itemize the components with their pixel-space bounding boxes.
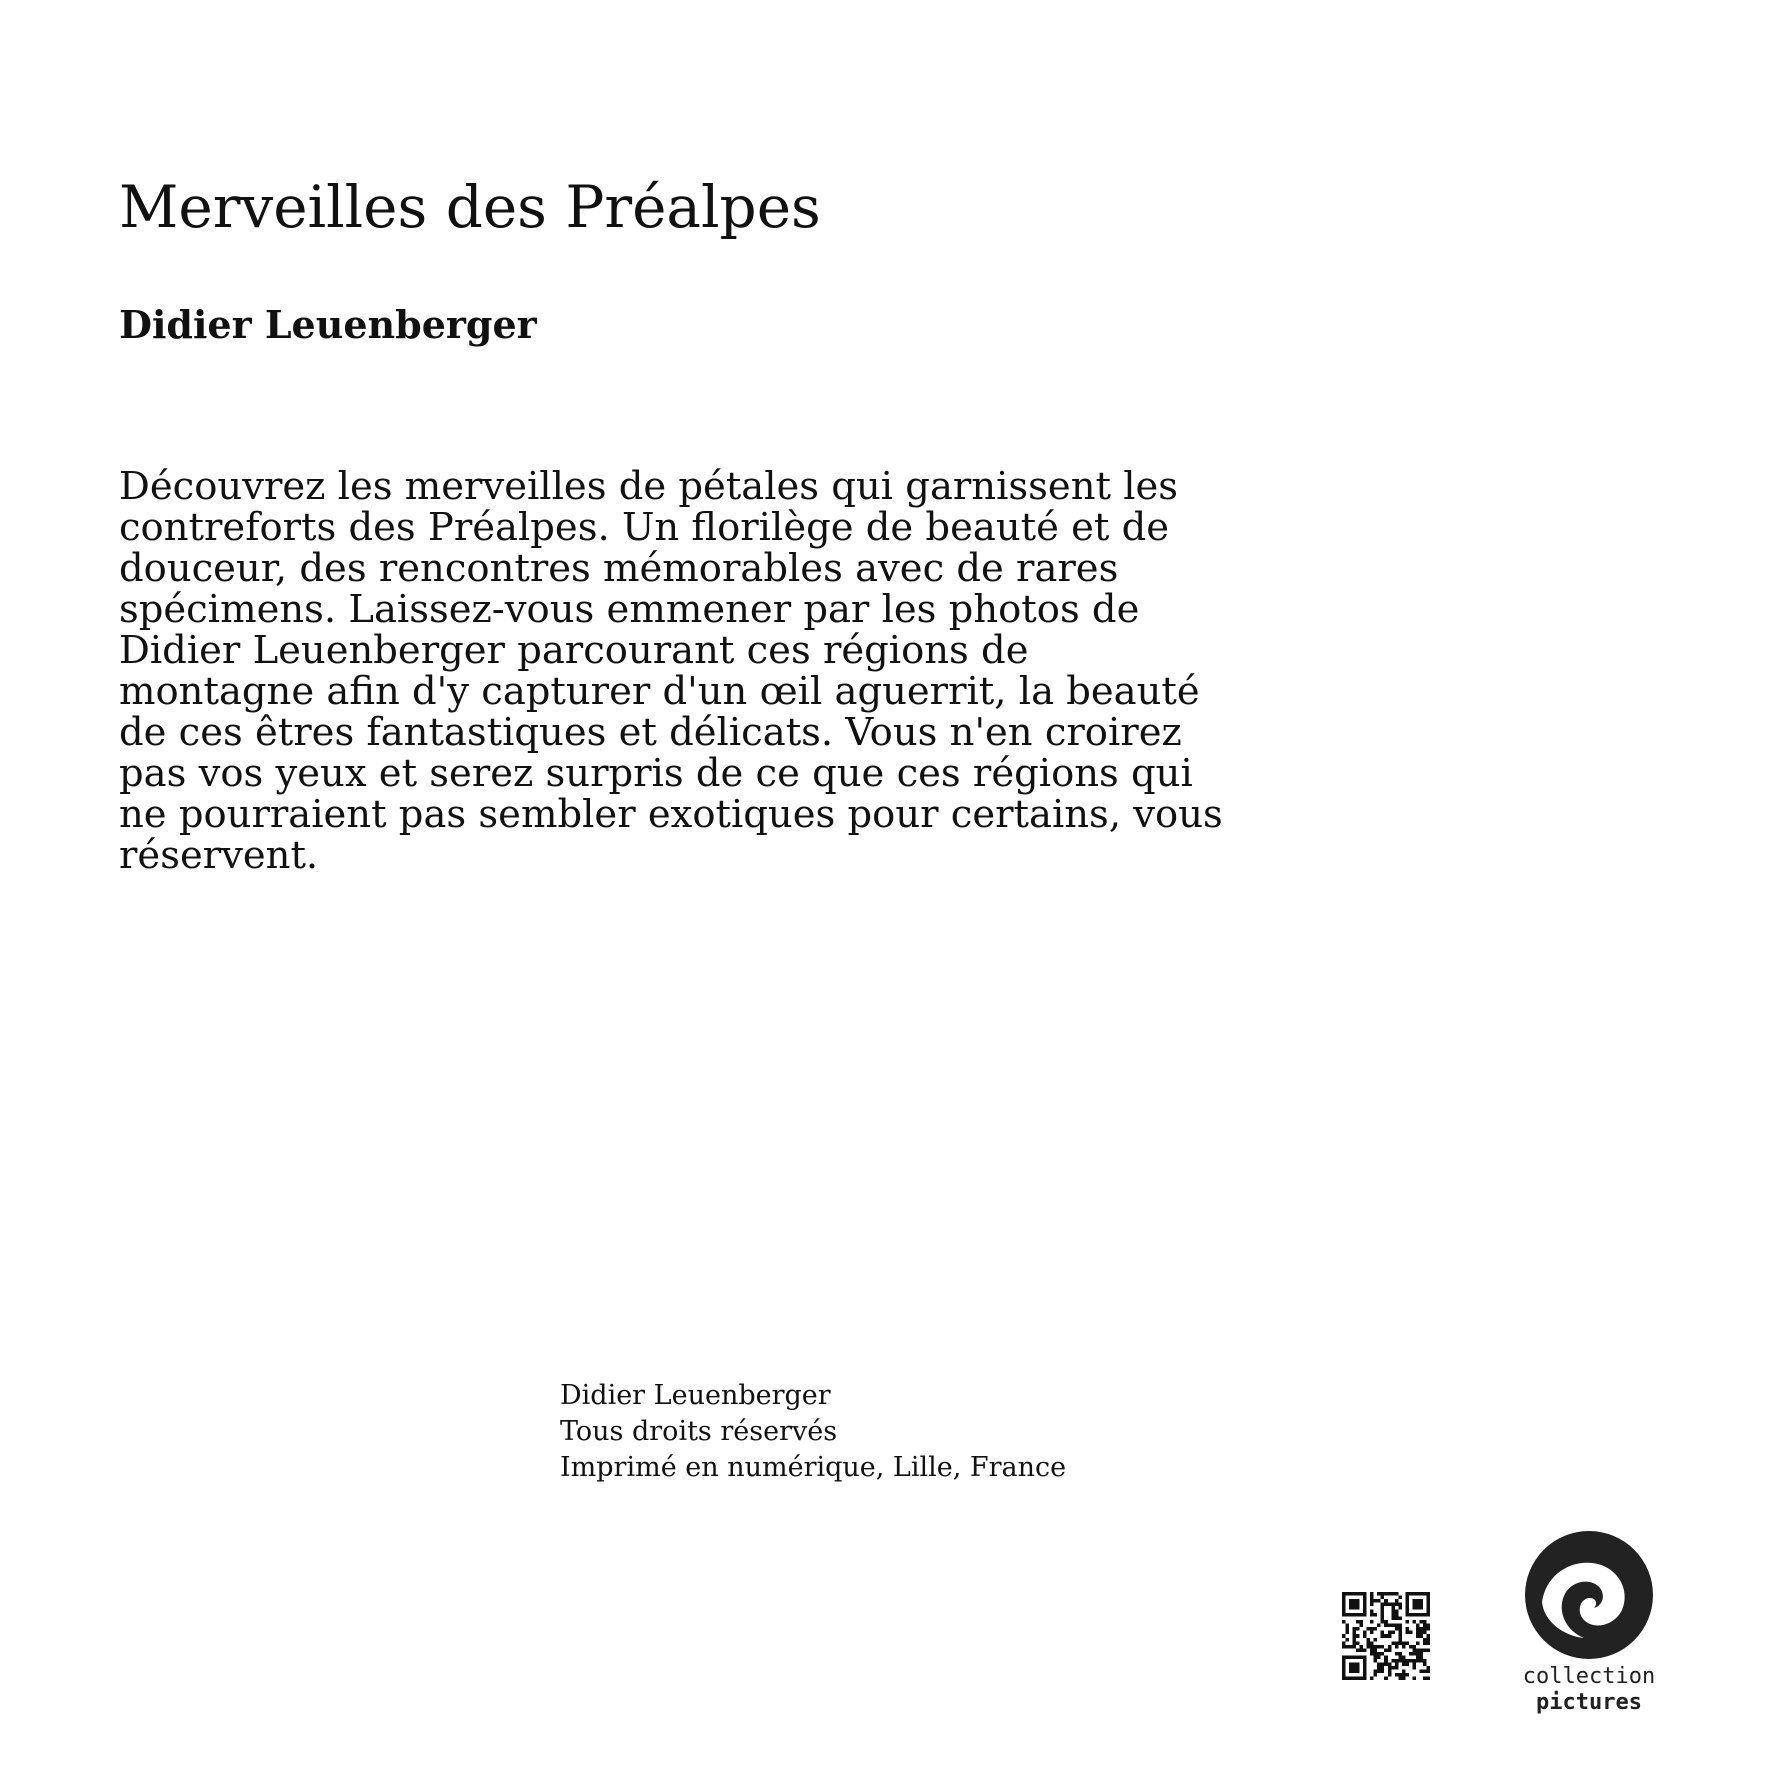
description-line: montagne afin d'y capturer d'un œil aguerrit, la beauté: [119, 669, 1200, 714]
colophon-rights: Tous droits réservés: [560, 1416, 838, 1447]
book-title: Merveilles des Préalpes: [119, 173, 821, 241]
description-line: douceur, des rencontres mémorables avec de rares: [119, 546, 1119, 591]
description-line: ne pourraient pas sembler exotiques pour certains, vous: [119, 792, 1223, 837]
logo-line-collection: collection: [1522, 1664, 1656, 1689]
colophon-printing: Imprimé en numérique, Lille, France: [560, 1452, 1067, 1483]
spiral-logo-icon: [1524, 1530, 1654, 1660]
description-line: spécimens. Laissez-vous emmener par les photos de: [119, 587, 1140, 632]
book-author: Didier Leuenberger: [119, 302, 537, 347]
description-line: Découvrez les merveilles de pétales qui garnissent les: [119, 464, 1179, 509]
publisher-logo-text: [1494, 1664, 1684, 1716]
colophon-author: Didier Leuenberger: [560, 1380, 831, 1411]
qr-code-icon: [1342, 1592, 1430, 1680]
publisher-logo: [1494, 1530, 1684, 1720]
logo-line-pictures: pictures: [1536, 1690, 1642, 1715]
description-line: réservent.: [119, 833, 319, 878]
description-line: de ces êtres fantastiques et délicats. Vous n'en croirez: [119, 710, 1182, 755]
description-line: Didier Leuenberger parcourant ces régions de: [119, 628, 1029, 673]
colophon: [560, 1378, 1066, 1486]
description-line: pas vos yeux et serez surpris de ce que ces régions qui: [119, 751, 1193, 796]
book-description: [119, 466, 1319, 876]
description-line: contreforts des Préalpes. Un florilège de beauté et de: [119, 505, 1170, 550]
